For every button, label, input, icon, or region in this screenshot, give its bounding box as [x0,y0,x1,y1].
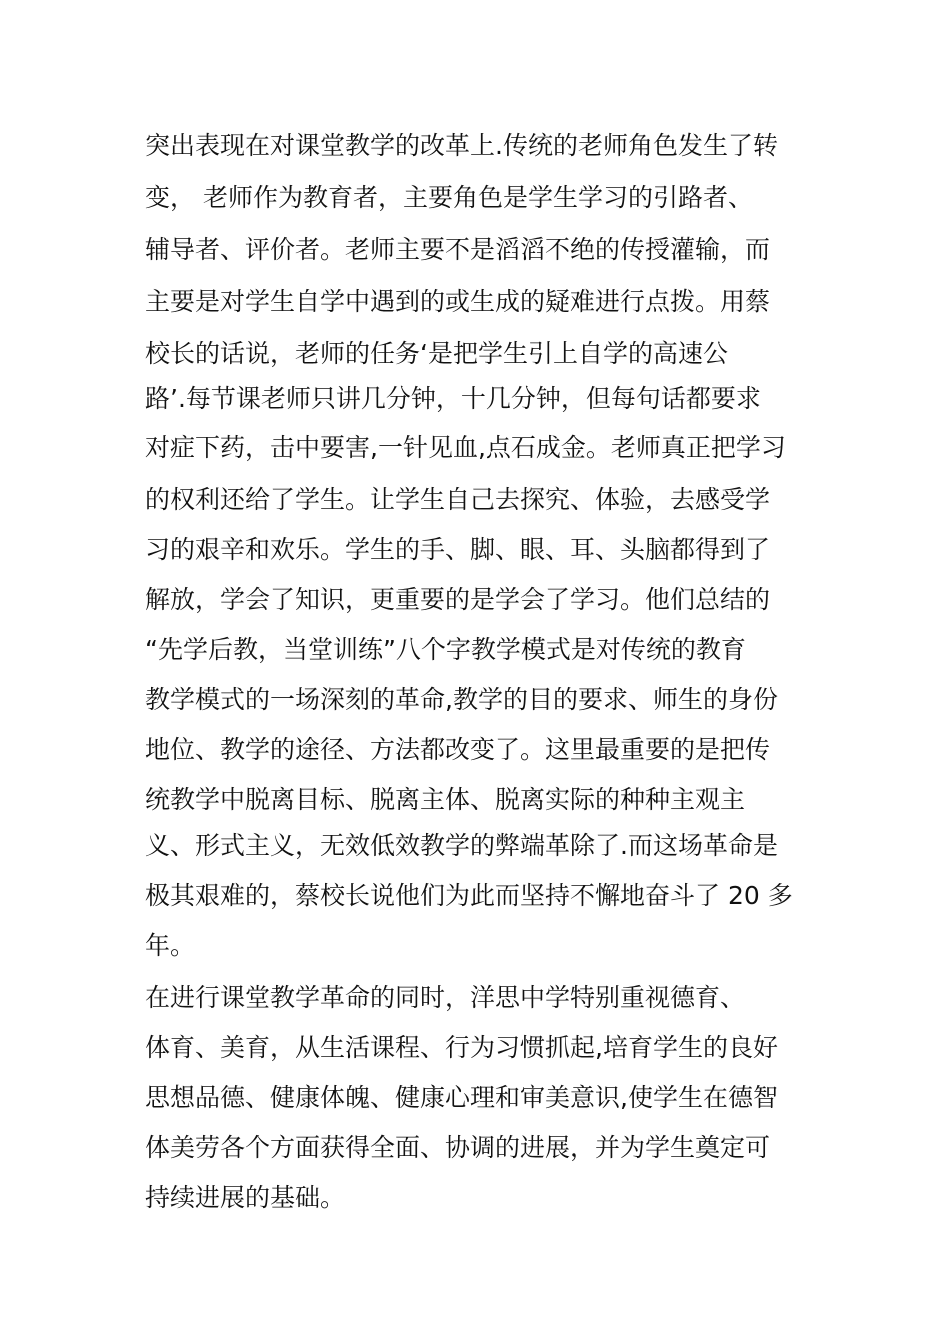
text-line: 突出表现在对课堂教学的改革上.传统的老师角色发生了转 [145,131,778,160]
text-line: 体育、美育，从生活课程、行为习惯抓起,培育学生的良好 [145,1033,778,1062]
text-line: 极其艰难的，蔡校长说他们为此而坚持不懈地奋斗了 20 多 [145,881,793,910]
text-line: 的权利还给了学生。让学生自己去探究、体验，去感受学 [145,485,771,514]
text-line: 解放，学会了知识，更重要的是学会了学习。他们总结的 [145,585,771,614]
text-line: 习的艰辛和欢乐。学生的手、脚、眼、耳、头脑都得到了 [145,535,771,564]
text-line: 持续进展的基础。 [145,1183,346,1212]
text-line: 校长的话说，老师的任务‘是把学生引上自学的高速公 [145,339,728,368]
text-line: 在进行课堂教学革命的同时，洋思中学特别重视德育、 [145,983,746,1012]
text-line: “先学后教，当堂训练”八个字教学模式是对传统的教育 [145,635,746,664]
text-line: 统教学中脱离目标、脱离主体、脱离实际的种种主观主 [145,785,746,814]
text-line: 路’.每节课老师只讲几分钟，十几分钟，但每句话都要求 [145,384,761,413]
text-line: 地位、教学的途径、方法都改变了。这里最重要的是把传 [145,735,771,764]
text-line: 变， 老师作为教育者，主要角色是学生学习的引路者、 [145,183,753,212]
text-line: 辅导者、评价者。老师主要不是滔滔不绝的传授灌输，而 [145,235,771,264]
text-line: 体美劳各个方面获得全面、协调的进展，并为学生奠定可 [145,1133,771,1162]
text-line: 教学模式的一场深刻的革命,教学的目的要求、师生的身份 [145,685,778,714]
text-line: 主要是对学生自学中遇到的或生成的疑难进行点拨。用蔡 [145,287,771,316]
text-line: 义、形式主义，无效低效教学的弊端革除了.而这场革命是 [145,831,778,860]
text-line: 思想品德、健康体魄、健康心理和审美意识,使学生在德智 [145,1083,778,1112]
text-line: 对症下药，击中要害,一针见血,点石成金。老师真正把学习 [145,433,786,462]
text-line: 年。 [145,931,196,960]
